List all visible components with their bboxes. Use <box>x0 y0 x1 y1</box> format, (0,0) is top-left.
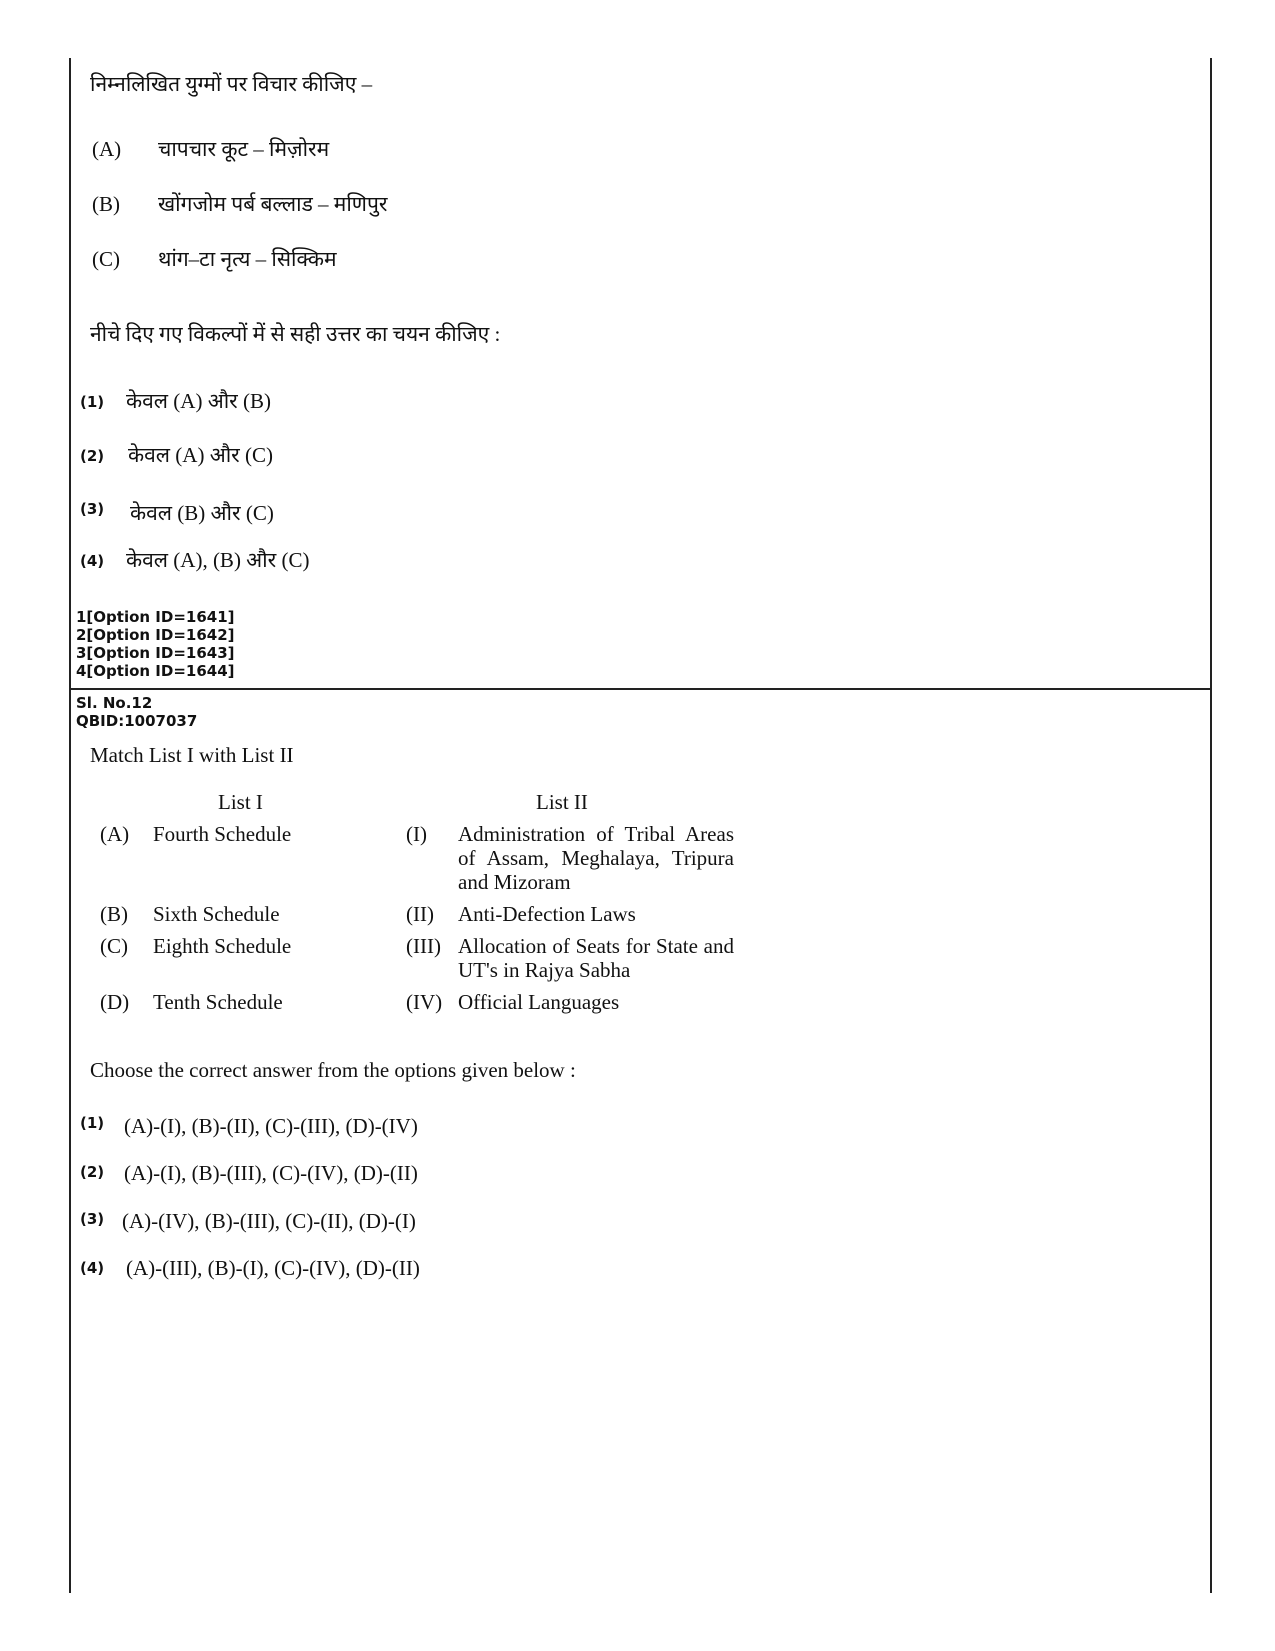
q11-option-4-text[interactable]: केवल (A), (B) और (C) <box>126 548 310 572</box>
q11-pair-b-text: खोंगजोम पर्ब बल्लाड – मणिपुर <box>158 192 388 216</box>
option-id-4: 4[Option ID=1644] <box>76 662 235 680</box>
q11-intro: निम्नलिखित युग्मों पर विचार कीजिए – <box>90 72 373 96</box>
row-c-t2: Allocation of Seats for State and UT's in Rajya Sabha <box>458 934 734 982</box>
q12-sl-no: Sl. No.12 <box>76 694 153 712</box>
q12-qbid: QBID:1007037 <box>76 712 198 730</box>
q12-intro: Match List I with List II <box>90 743 294 767</box>
q11-instruction: नीचे दिए गए विकल्पों में से सही उत्तर का चयन कीजिए : <box>90 322 501 346</box>
row-d-t1: Tenth Schedule <box>153 990 283 1014</box>
q12-option-2-num[interactable]: (2) <box>80 1163 105 1181</box>
q11-pair-a-label: (A) <box>92 137 122 161</box>
row-a-t1: Fourth Schedule <box>153 822 292 846</box>
q12-option-2-text[interactable]: (A)-(I), (B)-(III), (C)-(IV), (D)-(II) <box>124 1161 418 1185</box>
list1-header: List I <box>218 790 263 814</box>
question-divider <box>69 688 1212 690</box>
option-id-2: 2[Option ID=1642] <box>76 626 235 644</box>
q12-option-4-num[interactable]: (4) <box>80 1259 105 1277</box>
q12-header <box>76 694 197 730</box>
right-border <box>1210 58 1212 1593</box>
q11-pair-c-text: थांग–टा नृत्य – सिक्किम <box>158 247 337 271</box>
q11-pair-b-label: (B) <box>92 192 120 216</box>
row-c-t1: Eighth Schedule <box>153 934 292 958</box>
q12-instruction: Choose the correct answer from the options given below : <box>90 1058 576 1082</box>
q12-option-1-num[interactable]: (1) <box>80 1114 105 1132</box>
q11-option-2-num[interactable]: (2) <box>80 447 105 465</box>
row-d-l1: (D) <box>100 990 130 1014</box>
q12-option-3-text[interactable]: (A)-(IV), (B)-(III), (C)-(II), (D)-(I) <box>122 1209 416 1233</box>
option-id-1: 1[Option ID=1641] <box>76 608 235 626</box>
option-id-3: 3[Option ID=1643] <box>76 644 235 662</box>
list2-header: List II <box>536 790 588 814</box>
q11-pair-c-label: (C) <box>92 247 120 271</box>
q12-option-1-text[interactable]: (A)-(I), (B)-(II), (C)-(III), (D)-(IV) <box>124 1114 418 1138</box>
row-c-l2: (III) <box>406 934 441 958</box>
q11-option-3-num[interactable]: (3) <box>80 500 105 518</box>
row-d-t2: Official Languages <box>458 990 620 1014</box>
q11-option-1-num[interactable]: (1) <box>80 393 105 411</box>
row-b-t1: Sixth Schedule <box>153 902 280 926</box>
row-a-l2: (I) <box>406 822 427 846</box>
row-b-t2: Anti-Defection Laws <box>458 902 636 926</box>
q12-option-4-text[interactable]: (A)-(III), (B)-(I), (C)-(IV), (D)-(II) <box>126 1256 420 1280</box>
row-b-l1: (B) <box>100 902 128 926</box>
row-a-t2: Administration of Tribal Areas of Assam, Meghalaya, Tripura and Mizoram <box>458 822 734 894</box>
row-b-l2: (II) <box>406 902 434 926</box>
q11-option-1-text[interactable]: केवल (A) और (B) <box>126 389 272 413</box>
q11-option-ids <box>76 608 235 680</box>
q12-option-3-num[interactable]: (3) <box>80 1210 105 1228</box>
q11-option-3-text[interactable]: केवल (B) और (C) <box>130 501 274 525</box>
left-border <box>69 58 71 1593</box>
row-d-l2: (IV) <box>406 990 443 1014</box>
row-a-l1: (A) <box>100 822 130 846</box>
q11-pair-a-text: चापचार कूट – मिज़ोरम <box>158 137 330 161</box>
row-c-l1: (C) <box>100 934 128 958</box>
q11-option-4-num[interactable]: (4) <box>80 552 105 570</box>
q11-option-2-text[interactable]: केवल (A) और (C) <box>128 443 274 467</box>
